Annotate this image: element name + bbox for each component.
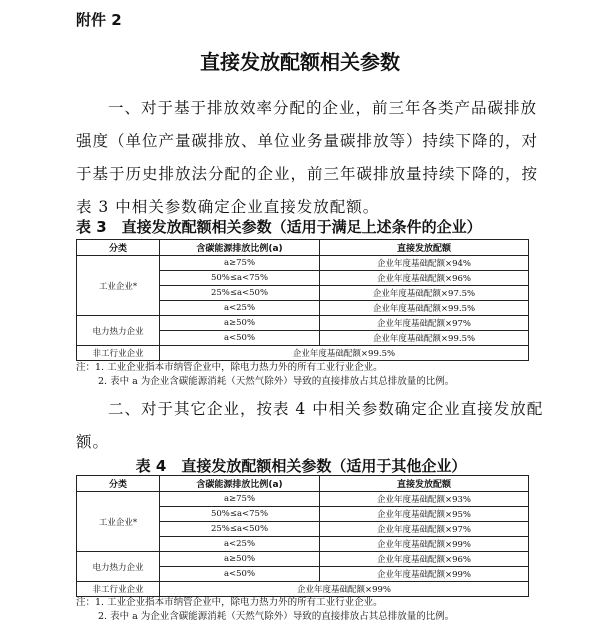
quota-cell: 企业年度基础配额×99.5% <box>160 346 529 361</box>
table-row <box>77 552 529 567</box>
ratio-cell: a<50% <box>160 331 320 346</box>
note-line: 注：1. 工业企业指本市纳管企业中，除电力热力外的所有工业行业企业。 <box>76 597 383 608</box>
quota-cell: 企业年度基础配额×97% <box>320 522 529 537</box>
attachment-label: 附件 2 <box>76 11 122 29</box>
table-header-row <box>77 240 529 256</box>
ratio-cell: a≥75% <box>160 256 320 271</box>
quota-cell: 企业年度基础配额×99.5% <box>320 301 529 316</box>
paragraph-line: 一、对于基于排放效率分配的企业，前三年各类产品碳排放 <box>108 99 538 117</box>
quota-cell: 企业年度基础配额×97% <box>320 316 529 331</box>
table4-notes <box>76 596 536 624</box>
table-header-cell: 含碳能源排放比例(a) <box>160 476 320 492</box>
table-row <box>77 346 529 361</box>
table-header-row <box>77 476 529 492</box>
quota-cell: 企业年度基础配额×97.5% <box>320 286 529 301</box>
paragraph-line: 强度（单位产量碳排放、单位业务量碳排放等）持续下降的，对 <box>76 132 539 150</box>
table-header-cell: 直接发放配额 <box>320 240 529 256</box>
note-line: 注：1. 工业企业指本市纳管企业中，除电力热力外的所有工业行业企业。 <box>76 362 383 373</box>
table-row <box>77 256 529 271</box>
note-line: 2. 表中 a 为企业含碳能源消耗（天然气除外）导致的直接排放占其总排放量的比例。 <box>98 611 455 622</box>
quota-cell: 企业年度基础配额×96% <box>320 552 529 567</box>
ratio-cell: a<50% <box>160 567 320 582</box>
ratio-cell: a≥75% <box>160 492 320 507</box>
category-cell: 非工行业企业 <box>77 346 160 361</box>
table3 <box>76 239 529 361</box>
category-cell: 电力热力企业 <box>77 552 160 582</box>
quota-cell: 企业年度基础配额×94% <box>320 256 529 271</box>
ratio-cell: 25%≤a<50% <box>160 286 320 301</box>
category-cell: 工业企业* <box>77 492 160 552</box>
category-cell: 非工行业企业 <box>77 582 160 597</box>
quota-cell: 企业年度基础配额×99% <box>320 537 529 552</box>
table-row <box>77 492 529 507</box>
table3-notes <box>76 361 536 389</box>
paragraph-1 <box>76 92 539 224</box>
category-cell: 工业企业* <box>77 256 160 316</box>
document-title: 直接发放配额相关参数 <box>200 50 400 74</box>
table3-caption: 表 3 直接发放配额相关参数（适用于满足上述条件的企业） <box>76 218 482 236</box>
paragraph-line: 表 3 中相关参数确定企业直接发放配额。 <box>76 198 380 216</box>
paragraph-line: 额。 <box>76 433 110 451</box>
quota-cell: 企业年度基础配额×96% <box>320 271 529 286</box>
paragraph-line: 于基于历史排放法分配的企业，前三年碳排放量持续下降的，按 <box>76 165 539 183</box>
table-header-cell: 直接发放配额 <box>320 476 529 492</box>
ratio-cell: 50%≤a<75% <box>160 507 320 522</box>
table-header-cell: 含碳能源排放比例(a) <box>160 240 320 256</box>
table4 <box>76 475 529 597</box>
ratio-cell: a≥50% <box>160 316 320 331</box>
ratio-cell: a<25% <box>160 301 320 316</box>
paragraph-line: 二、对于其它企业，按表 4 中相关参数确定企业直接发放配 <box>108 400 544 418</box>
quota-cell: 企业年度基础配额×93% <box>320 492 529 507</box>
quota-cell: 企业年度基础配额×99.5% <box>320 331 529 346</box>
category-cell: 电力热力企业 <box>77 316 160 346</box>
ratio-cell: a<25% <box>160 537 320 552</box>
table4-caption: 表 4 直接发放配额相关参数（适用于其他企业） <box>135 457 467 475</box>
quota-cell: 企业年度基础配额×99% <box>160 582 529 597</box>
table-header-cell: 分类 <box>77 476 160 492</box>
quota-cell: 企业年度基础配额×95% <box>320 507 529 522</box>
note-line: 2. 表中 a 为企业含碳能源消耗（天然气除外）导致的直接排放占其总排放量的比例。 <box>98 376 455 387</box>
quota-cell: 企业年度基础配额×99% <box>320 567 529 582</box>
table-header-cell: 分类 <box>77 240 160 256</box>
ratio-cell: 50%≤a<75% <box>160 271 320 286</box>
ratio-cell: a≥50% <box>160 552 320 567</box>
table-row <box>77 582 529 597</box>
table-row <box>77 316 529 331</box>
paragraph-2 <box>76 393 544 459</box>
ratio-cell: 25%≤a<50% <box>160 522 320 537</box>
